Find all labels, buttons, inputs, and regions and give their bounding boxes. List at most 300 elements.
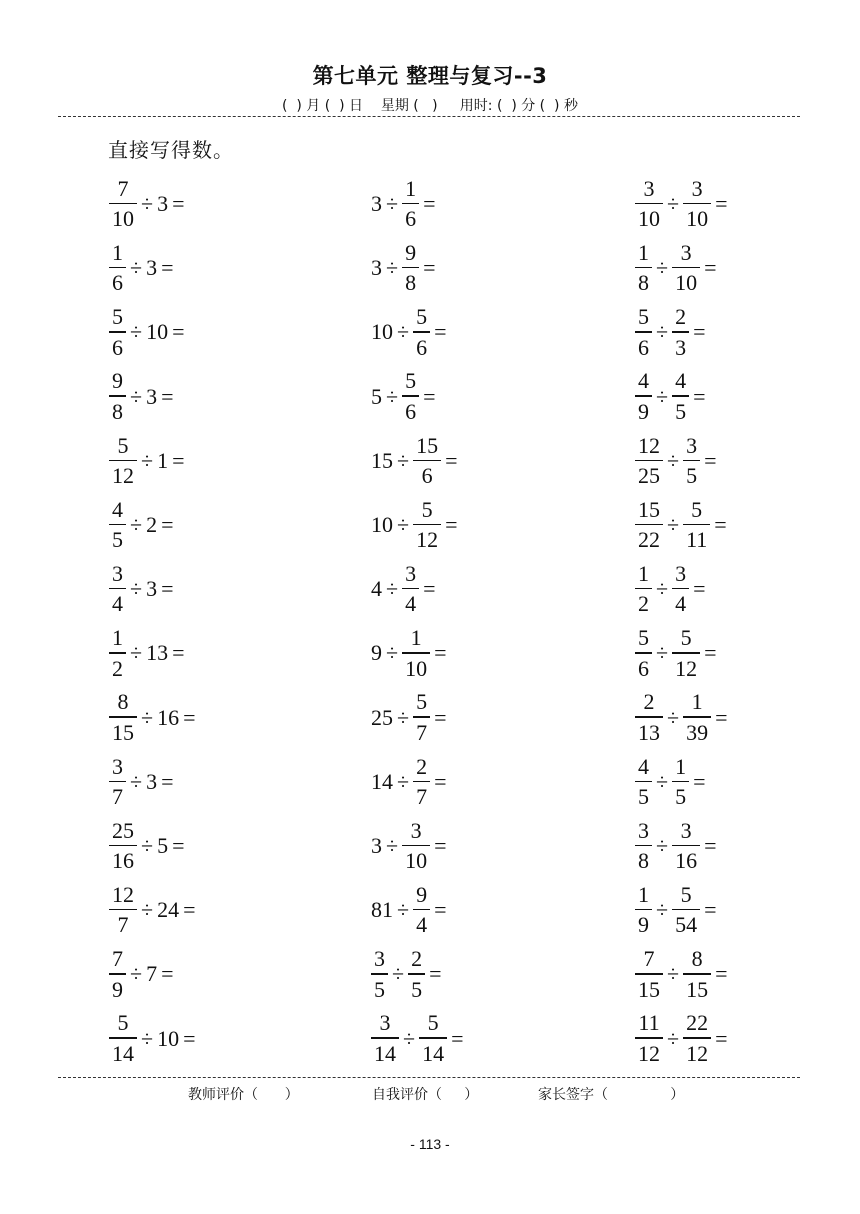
denominator: 10: [675, 270, 698, 296]
denominator: 6: [112, 270, 123, 296]
whole-number: 10: [157, 1025, 180, 1051]
fraction: [635, 948, 663, 1000]
numerator: 12: [638, 432, 660, 458]
equals-sign: =: [445, 447, 458, 473]
fraction: [109, 496, 126, 553]
denominator: 5: [686, 462, 698, 488]
equals-sign: =: [172, 447, 185, 473]
equals-sign: =: [429, 961, 442, 987]
fraction: [109, 948, 126, 1000]
denominator: 12: [416, 527, 439, 553]
division-problem: [370, 429, 461, 493]
equals-sign: =: [423, 255, 436, 281]
divide-sign: ÷: [386, 833, 399, 858]
numerator: 5: [416, 304, 428, 330]
numerator: 1: [638, 240, 649, 266]
denominator: 16: [112, 848, 134, 874]
division-problem: [108, 300, 188, 364]
fraction: [402, 627, 430, 679]
divide-sign: ÷: [397, 447, 410, 473]
division-problem: [634, 1007, 731, 1071]
division-problem: [108, 365, 177, 429]
numerator: 5: [680, 625, 692, 651]
fraction: [402, 817, 430, 874]
divide-sign: ÷: [130, 512, 143, 537]
problem-row: [108, 621, 758, 685]
denominator: 7: [117, 912, 129, 938]
fraction: [672, 563, 689, 615]
fraction: [672, 370, 689, 422]
numerator: 5: [416, 689, 428, 715]
fraction: [672, 753, 689, 809]
fraction: [683, 691, 711, 743]
numerator: 4: [638, 753, 649, 779]
division-problem: [634, 814, 720, 878]
numerator: 2: [416, 753, 428, 779]
equals-sign: =: [434, 768, 447, 794]
whole-number: 13: [146, 640, 169, 666]
equals-sign: =: [423, 191, 436, 216]
division-problem: [370, 621, 450, 685]
fraction: [683, 1012, 711, 1064]
fraction: [635, 817, 652, 874]
denominator: 6: [416, 334, 428, 360]
numerator: 3: [691, 175, 703, 201]
denominator: 4: [675, 591, 687, 617]
fraction: [635, 175, 663, 232]
problem-row: [108, 750, 758, 814]
equals-sign: =: [161, 961, 174, 987]
fraction: [672, 627, 700, 679]
divide-sign: ÷: [656, 768, 669, 794]
fraction: [635, 242, 652, 294]
division-problem: [370, 814, 450, 878]
fraction: [109, 627, 126, 679]
numerator: 8: [691, 946, 703, 972]
divide-sign: ÷: [386, 576, 399, 602]
whole-number: 3: [146, 255, 158, 281]
division-problem: [634, 172, 731, 236]
problem-grid: [108, 172, 758, 1072]
equals-sign: =: [451, 1025, 464, 1051]
whole-number: 10: [146, 319, 169, 345]
numerator: 2: [643, 689, 655, 715]
divide-sign: ÷: [130, 961, 143, 987]
equals-sign: =: [434, 897, 447, 923]
problem-row: [108, 814, 758, 878]
denominator: 12: [686, 1040, 709, 1066]
equals-sign: =: [693, 383, 706, 409]
problem-row: [108, 493, 758, 557]
fraction: [413, 753, 430, 809]
fraction: [635, 627, 652, 679]
denominator: 8: [112, 398, 123, 424]
fraction: [672, 884, 700, 936]
denominator: 12: [638, 1040, 660, 1066]
division-problem: [370, 172, 439, 236]
denominator: 8: [405, 270, 417, 296]
division-problem: [634, 750, 709, 814]
equals-sign: =: [715, 704, 728, 730]
denominator: 7: [416, 783, 428, 809]
equals-sign: =: [715, 191, 728, 216]
fraction: [413, 884, 430, 936]
numerator: 3: [638, 817, 649, 843]
whole-number: 10: [371, 319, 393, 345]
fraction: [408, 948, 425, 1000]
numerator: 4: [638, 368, 649, 394]
division-problem: [634, 878, 720, 942]
denominator: 11: [686, 527, 708, 553]
equals-sign: =: [715, 961, 728, 987]
division-problem: [370, 750, 450, 814]
division-problem: [634, 236, 720, 300]
equals-sign: =: [423, 576, 436, 602]
numerator: 1: [405, 175, 417, 201]
numerator: 5: [638, 304, 649, 330]
equals-sign: =: [423, 383, 436, 409]
denominator: 6: [638, 655, 649, 681]
division-problem: [108, 621, 188, 685]
numerator: 7: [112, 946, 123, 972]
equals-sign: =: [704, 447, 717, 473]
denominator: 5: [374, 976, 385, 1002]
numerator: 3: [686, 432, 698, 458]
whole-number: 3: [146, 383, 158, 409]
whole-number: 3: [157, 191, 169, 216]
fraction: [672, 306, 689, 358]
numerator: 1: [410, 625, 422, 651]
division-problem: [370, 686, 450, 750]
numerator: 15: [638, 496, 660, 522]
numerator: 1: [638, 561, 649, 587]
fraction: [672, 242, 700, 294]
fraction: [109, 817, 137, 874]
equals-sign: =: [434, 833, 447, 858]
fraction: [109, 691, 137, 743]
numerator: 1: [112, 240, 123, 266]
divide-sign: ÷: [397, 704, 410, 730]
division-problem: [370, 300, 450, 364]
numerator: 9: [416, 882, 428, 908]
fraction: [371, 1012, 399, 1064]
divide-sign: ÷: [656, 319, 669, 345]
divide-sign: ÷: [403, 1025, 416, 1051]
divide-sign: ÷: [130, 768, 143, 794]
denominator: 5: [675, 783, 687, 809]
whole-number: 3: [146, 768, 158, 794]
fraction: [402, 242, 419, 294]
fraction: [402, 563, 419, 615]
whole-number: 15: [371, 447, 393, 473]
instruction-text: 直接写得数。: [108, 138, 234, 162]
equals-sign: =: [704, 833, 717, 858]
denominator: 15: [638, 976, 660, 1002]
fraction: [419, 1012, 447, 1064]
equals-sign: =: [693, 576, 706, 602]
denominator: 54: [675, 912, 698, 938]
problem-row: [108, 365, 758, 429]
division-problem: [634, 621, 720, 685]
whole-number: 1: [157, 447, 169, 473]
equals-sign: =: [434, 704, 447, 730]
fraction: [635, 753, 652, 809]
problem-row: [108, 236, 758, 300]
numerator: 1: [675, 753, 687, 779]
whole-number: 4: [371, 576, 382, 602]
fraction: [109, 563, 126, 615]
equals-sign: =: [161, 383, 174, 409]
divide-sign: ÷: [141, 897, 154, 923]
equals-sign: =: [183, 704, 196, 730]
division-problem: [108, 429, 188, 493]
division-problem: [370, 557, 439, 621]
whole-number: 5: [157, 833, 169, 858]
numerator: 2: [675, 304, 687, 330]
divide-sign: ÷: [130, 255, 143, 281]
divide-sign: ÷: [397, 319, 410, 345]
division-problem: [108, 557, 177, 621]
fraction: [109, 1012, 137, 1064]
division-problem: [634, 365, 709, 429]
equals-sign: =: [183, 897, 196, 923]
numerator: 11: [638, 1010, 660, 1036]
numerator: 5: [112, 304, 123, 330]
fraction: [635, 370, 652, 422]
fraction: [635, 432, 663, 488]
divide-sign: ÷: [667, 1025, 680, 1051]
footer-dashed-line: [58, 1077, 800, 1078]
divide-sign: ÷: [130, 576, 143, 602]
denominator: 15: [686, 976, 709, 1002]
divide-sign: ÷: [397, 768, 410, 794]
fraction: [672, 817, 700, 874]
problem-row: [108, 557, 758, 621]
denominator: 10: [638, 206, 660, 232]
division-problem: [634, 686, 731, 750]
denominator: 9: [638, 398, 649, 424]
equals-sign: =: [693, 768, 706, 794]
equals-sign: =: [172, 319, 185, 345]
problem-row: [108, 878, 758, 942]
denominator: 2: [112, 655, 123, 681]
date-time-fields: ( ) 月 ( ) 日 星期 ( ) 用时: ( ) 分 ( ) 秒: [282, 98, 578, 114]
equals-sign: =: [161, 768, 174, 794]
numerator: 12: [112, 882, 134, 908]
division-problem: [370, 493, 461, 557]
equals-sign: =: [172, 191, 185, 216]
denominator: 4: [112, 591, 123, 617]
denominator: 10: [112, 206, 134, 232]
whole-number: 24: [157, 897, 180, 923]
denominator: 10: [405, 655, 428, 681]
divide-sign: ÷: [397, 897, 410, 923]
denominator: 4: [416, 912, 428, 938]
fraction: [635, 496, 663, 553]
numerator: 1: [112, 625, 123, 651]
fraction: [109, 175, 137, 232]
whole-number: 9: [371, 640, 382, 666]
division-problem: [634, 557, 709, 621]
fraction: [371, 948, 388, 1000]
fraction: [109, 370, 126, 422]
numerator: 5: [405, 368, 417, 394]
division-problem: [108, 172, 188, 236]
numerator: 15: [416, 432, 439, 458]
numerator: 3: [112, 561, 123, 587]
problem-row: [108, 172, 758, 236]
problem-row: [108, 1007, 758, 1071]
denominator: 15: [112, 719, 134, 745]
denominator: 12: [112, 462, 134, 488]
division-problem: [108, 878, 199, 942]
divide-sign: ÷: [656, 576, 669, 602]
fraction: [683, 175, 711, 232]
equals-sign: =: [161, 512, 174, 537]
fraction: [402, 370, 419, 422]
divide-sign: ÷: [392, 961, 405, 987]
whole-number: 3: [371, 255, 382, 281]
numerator: 3: [680, 240, 692, 266]
fraction: [109, 306, 126, 358]
numerator: 22: [686, 1010, 709, 1036]
division-problem: [634, 429, 720, 493]
denominator: 8: [638, 270, 649, 296]
whole-number: 10: [371, 512, 393, 537]
fraction: [109, 432, 137, 488]
denominator: 5: [411, 976, 423, 1002]
self-evaluation: 自我评价（ ）: [372, 1087, 479, 1103]
division-problem: [108, 686, 199, 750]
problem-row: [108, 686, 758, 750]
divide-sign: ÷: [141, 833, 154, 858]
denominator: 14: [374, 1040, 396, 1066]
denominator: 16: [675, 848, 698, 874]
division-problem: [108, 236, 177, 300]
page-number: - 113 -: [410, 1136, 450, 1152]
denominator: 6: [638, 334, 649, 360]
equals-sign: =: [434, 319, 447, 345]
numerator: 3: [374, 946, 385, 972]
numerator: 5: [117, 432, 129, 458]
problem-row: [108, 300, 758, 364]
division-problem: [108, 750, 177, 814]
denominator: 6: [112, 334, 123, 360]
fraction: [635, 884, 652, 936]
denominator: 9: [638, 912, 649, 938]
equals-sign: =: [161, 576, 174, 602]
division-problem: [634, 942, 731, 1006]
teacher-evaluation: 教师评价（ ）: [188, 1087, 299, 1103]
fraction: [683, 948, 711, 1000]
divide-sign: ÷: [130, 640, 143, 666]
denominator: 22: [638, 527, 660, 553]
divide-sign: ÷: [667, 704, 680, 730]
numerator: 5: [421, 496, 433, 522]
fraction: [635, 306, 652, 358]
fraction: [413, 496, 441, 553]
fraction: [683, 432, 700, 488]
denominator: 6: [405, 398, 417, 424]
divide-sign: ÷: [141, 1025, 154, 1051]
divide-sign: ÷: [397, 512, 410, 537]
whole-number: 81: [371, 897, 393, 923]
equals-sign: =: [445, 512, 458, 537]
division-problem: [108, 814, 188, 878]
division-problem: [108, 1007, 199, 1071]
equals-sign: =: [714, 512, 727, 537]
whole-number: 14: [371, 768, 393, 794]
division-problem: [108, 942, 177, 1006]
numerator: 9: [112, 368, 123, 394]
fraction: [635, 691, 663, 743]
denominator: 10: [686, 206, 709, 232]
whole-number: 3: [146, 576, 158, 602]
parent-signature: 家长签字（ ）: [538, 1087, 685, 1103]
divide-sign: ÷: [386, 255, 399, 281]
division-problem: [634, 493, 730, 557]
numerator: 3: [405, 561, 417, 587]
numerator: 25: [112, 817, 134, 843]
denominator: 6: [421, 462, 433, 488]
divide-sign: ÷: [141, 191, 154, 216]
divide-sign: ÷: [667, 961, 680, 987]
problem-row: [108, 429, 758, 493]
denominator: 5: [675, 398, 687, 424]
denominator: 7: [416, 719, 428, 745]
divide-sign: ÷: [667, 447, 680, 473]
equals-sign: =: [704, 897, 717, 923]
equals-sign: =: [704, 255, 717, 281]
equals-sign: =: [704, 640, 717, 666]
denominator: 39: [686, 719, 709, 745]
denominator: 5: [112, 527, 123, 553]
denominator: 4: [405, 591, 417, 617]
numerator: 5: [680, 882, 692, 908]
divide-sign: ÷: [141, 447, 154, 473]
numerator: 7: [643, 946, 655, 972]
page-title: 第七单元 整理与复习--3: [312, 64, 548, 88]
divide-sign: ÷: [656, 255, 669, 281]
denominator: 2: [638, 591, 649, 617]
equals-sign: =: [434, 640, 447, 666]
numerator: 3: [410, 817, 422, 843]
division-problem: [370, 942, 445, 1006]
fraction: [683, 496, 710, 553]
problem-row: [108, 942, 758, 1006]
denominator: 8: [638, 848, 649, 874]
division-problem: [370, 365, 439, 429]
whole-number: 2: [146, 512, 158, 537]
equals-sign: =: [172, 640, 185, 666]
whole-number: 7: [146, 961, 158, 987]
whole-number: 5: [371, 383, 382, 409]
numerator: 4: [112, 496, 123, 522]
denominator: 9: [112, 976, 123, 1002]
division-problem: [370, 1007, 467, 1071]
equals-sign: =: [183, 1025, 196, 1051]
division-problem: [108, 493, 177, 557]
divide-sign: ÷: [667, 191, 680, 216]
numerator: 5: [691, 496, 703, 522]
denominator: 12: [675, 655, 698, 681]
equals-sign: =: [693, 319, 706, 345]
numerator: 1: [638, 882, 649, 908]
division-problem: [370, 236, 439, 300]
denominator: 14: [422, 1040, 445, 1066]
divide-sign: ÷: [386, 191, 399, 216]
divide-sign: ÷: [656, 897, 669, 923]
